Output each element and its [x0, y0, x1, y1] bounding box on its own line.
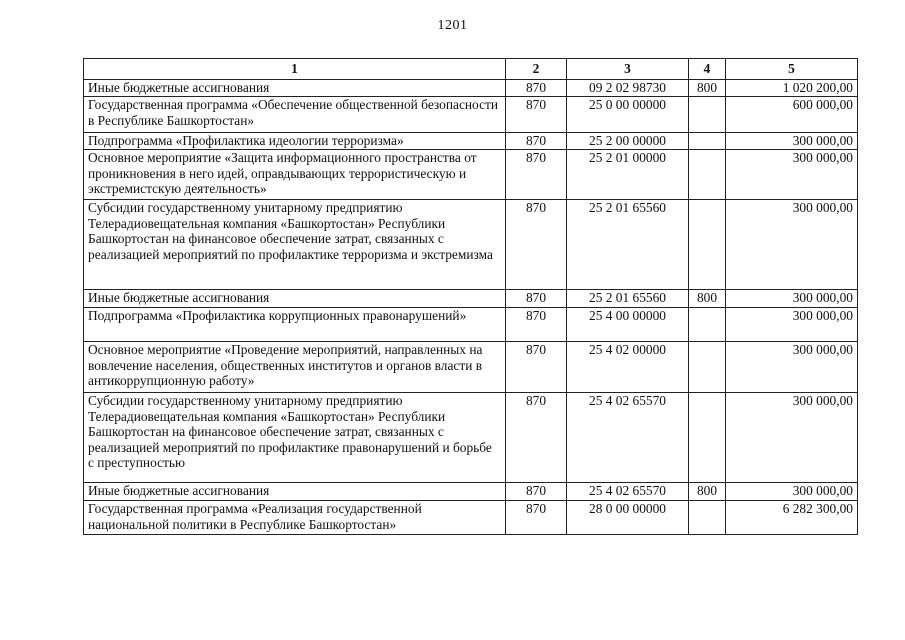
row-amount-cell: 300 000,00 [726, 342, 858, 393]
row-amount-cell: 6 282 300,00 [726, 501, 858, 535]
row-target-article-cell: 25 4 02 65570 [567, 483, 689, 501]
row-expense-type-cell [689, 342, 726, 393]
row-department-code-cell: 870 [506, 80, 567, 97]
row-expense-type-cell [689, 150, 726, 200]
table-row [84, 501, 858, 535]
row-department-code-cell: 870 [506, 393, 567, 483]
row-amount-cell: 300 000,00 [726, 483, 858, 501]
row-amount-cell: 600 000,00 [726, 97, 858, 133]
column-header-department-code: 2 [506, 59, 567, 80]
row-department-code-cell: 870 [506, 150, 567, 200]
row-target-article-cell: 25 2 01 65560 [567, 290, 689, 308]
row-name-cell: Государственная программа «Реализация государственной национальной политики в Республике Башкортостан» [84, 501, 506, 535]
row-name-cell: Иные бюджетные ассигнования [84, 483, 506, 501]
row-department-code-cell: 870 [506, 501, 567, 535]
row-target-article-cell: 25 2 00 00000 [567, 133, 689, 150]
row-department-code-cell: 870 [506, 308, 567, 342]
row-name-cell: Подпрограмма «Профилактика коррупционных правонарушений» [84, 308, 506, 342]
row-expense-type-cell: 800 [689, 80, 726, 97]
row-amount-cell: 300 000,00 [726, 133, 858, 150]
row-department-code-cell: 870 [506, 483, 567, 501]
column-header-expense-type: 4 [689, 59, 726, 80]
row-department-code-cell: 870 [506, 133, 567, 150]
row-name-cell: Субсидии государственному унитарному предприятию Телерадиовещательная компания «Башкортостан» Республики Башкортостан на финансовое обеспечение затрат, связанных с реализацией мероприятий по профилактике терроризма и экстремизма [84, 200, 506, 290]
row-amount-cell: 300 000,00 [726, 393, 858, 483]
row-expense-type-cell [689, 133, 726, 150]
budget-allocation-table [83, 58, 858, 535]
table-header-row [84, 59, 858, 80]
row-target-article-cell: 25 4 00 00000 [567, 308, 689, 342]
table-row [84, 308, 858, 342]
row-target-article-cell: 09 2 02 98730 [567, 80, 689, 97]
column-header-amount: 5 [726, 59, 858, 80]
row-target-article-cell: 25 4 02 65570 [567, 393, 689, 483]
column-header-name: 1 [84, 59, 506, 80]
table-row [84, 150, 858, 200]
row-name-cell: Иные бюджетные ассигнования [84, 290, 506, 308]
table-row [84, 290, 858, 308]
row-target-article-cell: 25 4 02 00000 [567, 342, 689, 393]
row-name-cell: Основное мероприятие «Защита информационного пространства от проникновения в него идей, оправдывающих террористическую и экстремистскую деятельность» [84, 150, 506, 200]
row-amount-cell: 300 000,00 [726, 200, 858, 290]
row-expense-type-cell [689, 308, 726, 342]
row-name-cell: Основное мероприятие «Проведение мероприятий, направленных на вовлечение населения, общественных институтов и органов власти в антикоррупционную работу» [84, 342, 506, 393]
row-name-cell: Государственная программа «Обеспечение общественной безопасности в Республике Башкортостан» [84, 97, 506, 133]
row-department-code-cell: 870 [506, 342, 567, 393]
row-name-cell: Подпрограмма «Профилактика идеологии терроризма» [84, 133, 506, 150]
column-header-target-article: 3 [567, 59, 689, 80]
table-row [84, 342, 858, 393]
row-target-article-cell: 25 2 01 65560 [567, 200, 689, 290]
table-row [84, 97, 858, 133]
row-target-article-cell: 25 2 01 00000 [567, 150, 689, 200]
table-row [84, 80, 858, 97]
row-expense-type-cell [689, 200, 726, 290]
row-name-cell: Субсидии государственному унитарному предприятию Телерадиовещательная компания «Башкортостан» Республики Башкортостан на финансовое обеспечение затрат, связанных с реализацией мероприятий по профилактике правонарушений и борьбе с преступностью [84, 393, 506, 483]
row-amount-cell: 1 020 200,00 [726, 80, 858, 97]
row-department-code-cell: 870 [506, 97, 567, 133]
row-amount-cell: 300 000,00 [726, 308, 858, 342]
row-target-article-cell: 28 0 00 00000 [567, 501, 689, 535]
row-amount-cell: 300 000,00 [726, 150, 858, 200]
row-amount-cell: 300 000,00 [726, 290, 858, 308]
row-department-code-cell: 870 [506, 200, 567, 290]
row-expense-type-cell [689, 97, 726, 133]
row-expense-type-cell [689, 501, 726, 535]
row-expense-type-cell: 800 [689, 483, 726, 501]
table-row [84, 483, 858, 501]
page-number: 1201 [437, 18, 468, 33]
row-expense-type-cell: 800 [689, 290, 726, 308]
table-row [84, 200, 858, 290]
row-department-code-cell: 870 [506, 290, 567, 308]
row-target-article-cell: 25 0 00 00000 [567, 97, 689, 133]
table-row [84, 393, 858, 483]
row-expense-type-cell [689, 393, 726, 483]
table-row [84, 133, 858, 150]
row-name-cell: Иные бюджетные ассигнования [84, 80, 506, 97]
